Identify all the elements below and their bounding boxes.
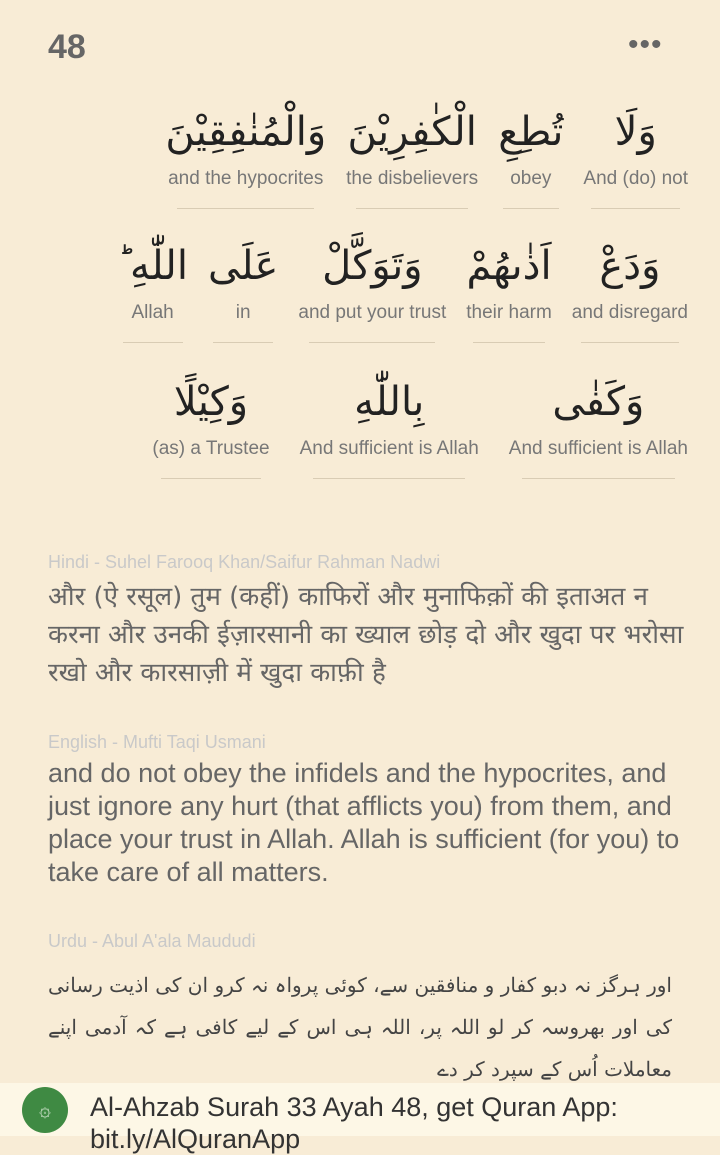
urdu-source-label: Urdu - Abul A'ala Maududi xyxy=(48,931,256,951)
arabic-word: الْكٰفِرِيْنَ xyxy=(347,109,477,155)
word-item[interactable] xyxy=(208,234,278,343)
word-translation: And sufficient is Allah xyxy=(299,438,479,459)
arabic-word: وَلَا xyxy=(614,109,657,155)
word-row xyxy=(117,234,688,343)
arabic-word: عَلَى xyxy=(207,243,279,289)
word-translation: in xyxy=(235,302,251,323)
quran-app-logo-icon: ۞ xyxy=(22,1087,68,1133)
word-translation: and put your trust xyxy=(298,302,447,323)
word-translation: obey xyxy=(510,168,552,189)
word-row xyxy=(165,100,688,209)
word-translation: and disregard xyxy=(571,302,688,323)
word-item[interactable] xyxy=(152,370,269,479)
word-translation: And (do) not xyxy=(583,168,688,189)
word-divider xyxy=(503,208,558,209)
more-options-icon[interactable]: ••• xyxy=(628,28,663,61)
arabic-word: وَتَوَكَّلْ xyxy=(322,243,423,289)
word-translation: (as) a Trustee xyxy=(152,438,270,459)
word-row xyxy=(152,370,688,479)
arabic-word: وَكِيْلًا xyxy=(173,379,249,425)
word-item[interactable] xyxy=(583,100,688,209)
footer-text: Al-Ahzab Surah 33 Ayah 48, get Quran App: bit.ly/AlQuranApp xyxy=(90,1092,618,1154)
arabic-word: وَدَعْ xyxy=(599,243,661,289)
word-divider xyxy=(473,342,546,343)
word-translation: their harm xyxy=(466,302,552,323)
word-divider xyxy=(309,342,435,343)
word-divider xyxy=(313,478,465,479)
arabic-word: اَذٰىهُمْ xyxy=(466,243,552,289)
arabic-word: تُطِعِ xyxy=(498,109,564,155)
word-item[interactable] xyxy=(298,234,446,343)
share-footer[interactable] xyxy=(0,1083,720,1154)
arabic-word: بِاللّٰهِ xyxy=(354,379,425,425)
word-item[interactable] xyxy=(466,234,552,343)
arabic-word: اللّٰهِ ؕ xyxy=(117,243,188,289)
word-item[interactable] xyxy=(346,100,478,209)
word-divider xyxy=(177,208,314,209)
word-item[interactable] xyxy=(165,100,326,209)
hindi-source-label: Hindi - Suhel Farooq Khan/Saifur Rahman Nadwi xyxy=(48,552,441,572)
english-translation: and do not obey the infidels and the hypocrites, and just ignore any hurt (that afflicts you) from them, and place your trust in Allah. Allah is sufficient (for you) to take care of all matters. xyxy=(48,758,680,887)
urdu-translation: اور ہرگز نہ دبو کفار و منافقین سے، کوئی پرواہ نہ کرو ان کی اذیت رسانی کی اور بھروسہ کر لو اللہ پر، اللہ ہی اس کے لیے کافی ہے کہ آدمی اپنے معاملات اُس کے سپرد کر دے xyxy=(48,973,672,1081)
word-item[interactable] xyxy=(300,370,479,479)
word-divider xyxy=(161,478,261,479)
word-divider xyxy=(522,478,674,479)
word-translation: Allah xyxy=(131,302,174,323)
word-divider xyxy=(123,342,183,343)
word-item[interactable] xyxy=(498,100,563,209)
word-item[interactable] xyxy=(572,234,688,343)
word-divider xyxy=(581,342,680,343)
word-item[interactable] xyxy=(117,234,188,343)
word-translation: And sufficient is Allah xyxy=(508,438,688,459)
word-item[interactable] xyxy=(509,370,688,479)
arabic-word: وَالْمُنٰفِقِيْنَ xyxy=(165,109,327,155)
arabic-word: وَكَفٰى xyxy=(552,379,645,425)
hindi-translation: और (ऐ रसूल) तुम (कहीं) काफिरों और मुनाफिक़ों की इताअत न करना और उनकी ईज़ारसानी का ख्याल छोड़ दो और खुदा पर भरोसा रखो और कारसाज़ी में खुदा काफ़ी है xyxy=(48,582,684,688)
word-divider xyxy=(356,208,468,209)
word-translation: and the hypocrites xyxy=(168,168,324,189)
word-translation: the disbelievers xyxy=(346,168,479,189)
ayah-number: 48 xyxy=(48,28,86,66)
english-source-label: English - Mufti Taqi Usmani xyxy=(48,732,266,752)
word-divider xyxy=(591,208,680,209)
word-divider xyxy=(213,342,273,343)
